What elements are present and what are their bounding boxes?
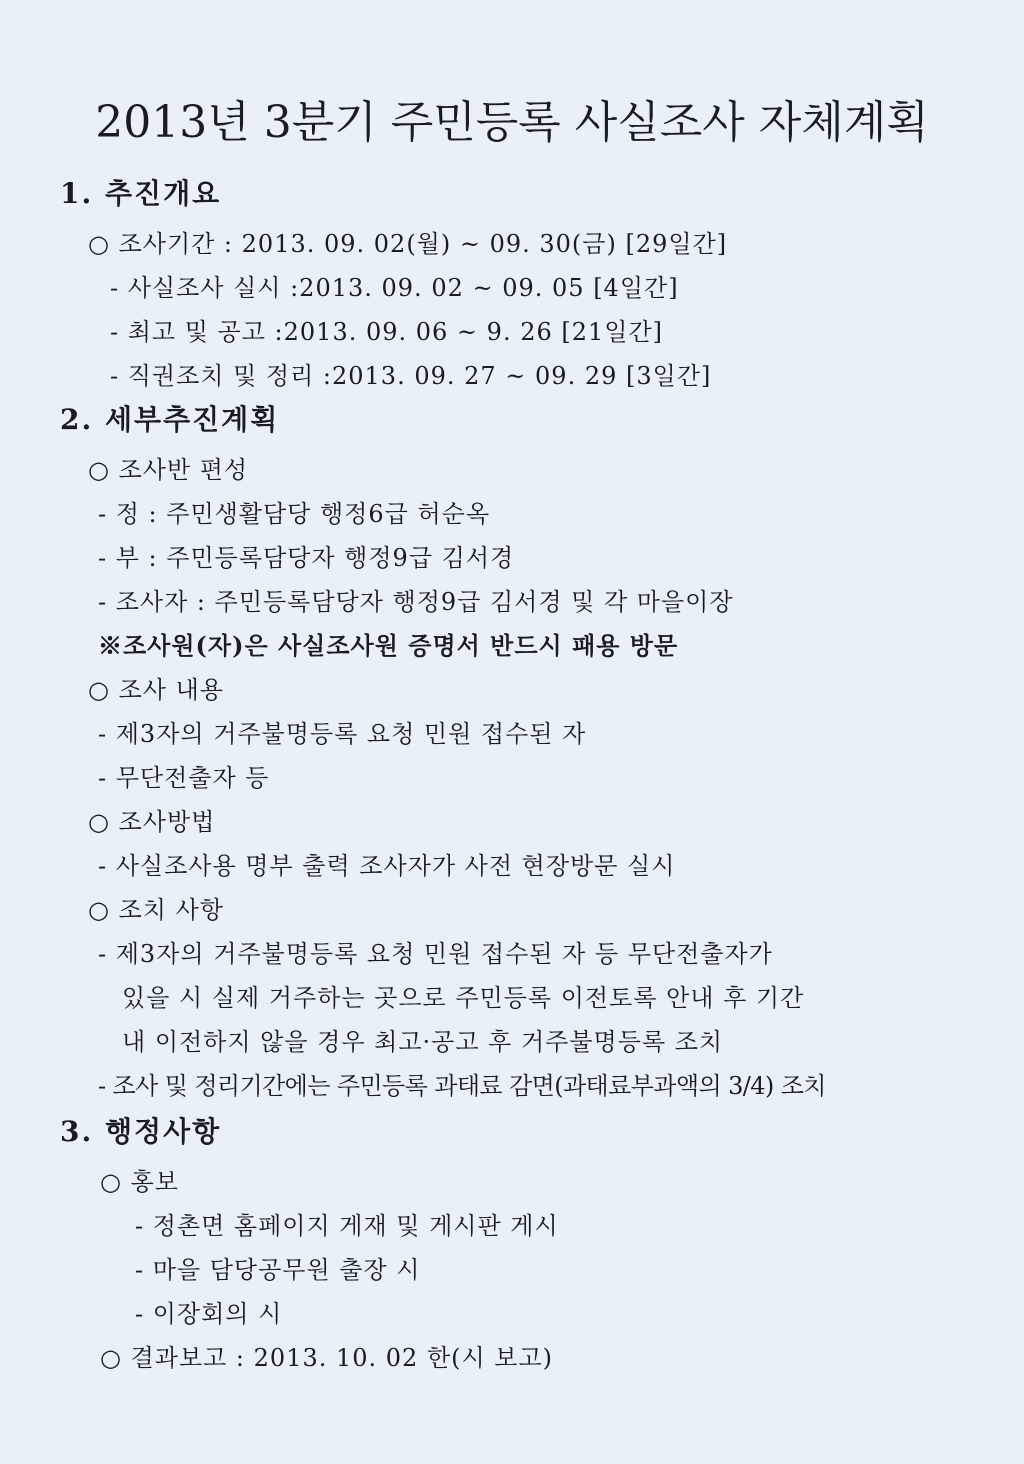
measure-item-2: - 조사 및 정리기간에는 주민등록 과태료 감면(과태료부과액의 3/4) 조치	[98, 1072, 826, 1100]
survey-period: ○ 조사기간 : 2013. 09. 02(월) ~ 09. 30(금) [29일간]	[88, 230, 728, 258]
content-item-1: - 제3자의 거주불명등록 요청 민원 접수된 자	[98, 720, 587, 748]
team-title: ○ 조사반 편성	[88, 456, 249, 484]
pr-item-2: - 마을 담당공무원 출장 시	[135, 1256, 421, 1284]
section-1-heading: 1. 추진개요	[60, 177, 222, 210]
pr-item-1: - 정촌면 홈페이지 게재 및 게시판 게시	[135, 1212, 559, 1240]
team-deputy: - 부 : 주민등록담당자 행정9급 김서경	[98, 544, 515, 572]
pr-item-3: - 이장회의 시	[135, 1300, 283, 1328]
section-3-heading: 3. 행정사항	[60, 1115, 222, 1148]
team-investigator: - 조사자 : 주민등록담당자 행정9급 김서경 및 각 마을이장	[98, 588, 734, 616]
measure-title: ○ 조치 사항	[88, 896, 224, 924]
fact-check-period: - 사실조사 실시 :2013. 09. 02 ~ 09. 05 [4일간]	[110, 274, 679, 302]
content-item-2: - 무단전출자 등	[98, 764, 270, 792]
section-2-heading: 2. 세부추진계획	[60, 403, 280, 436]
measure-item-1-cont: 있을 시 실제 거주하는 곳으로 주민등록 이전토록 안내 후 기간	[122, 984, 805, 1012]
method-item-1: - 사실조사용 명부 출력 조사자가 사전 현장방문 실시	[98, 852, 676, 880]
team-note: ※조사원(자)은 사실조사원 증명서 반드시 패용 방문	[98, 631, 679, 660]
result-report: ○ 결과보고 : 2013. 10. 02 한(시 보고)	[100, 1344, 554, 1372]
document-title: 2013년 3분기 주민등록 사실조사 자체계획	[95, 97, 929, 148]
notice-period: - 최고 및 공고 :2013. 09. 06 ~ 9. 26 [21일간]	[110, 318, 663, 346]
pr-title: ○ 홍보	[100, 1168, 179, 1196]
team-head: - 정 : 주민생활담당 행정6급 허순옥	[98, 500, 491, 528]
measure-item-1-cont-2: 내 이전하지 않을 경우 최고·공고 후 거주불명등록 조치	[122, 1028, 724, 1056]
measure-item-1: - 제3자의 거주불명등록 요청 민원 접수된 자 등 무단전출자가	[98, 940, 773, 968]
method-title: ○ 조사방법	[88, 808, 216, 836]
action-period: - 직권조치 및 정리 :2013. 09. 27 ~ 09. 29 [3일간]	[110, 362, 712, 390]
content-title: ○ 조사 내용	[88, 676, 224, 704]
